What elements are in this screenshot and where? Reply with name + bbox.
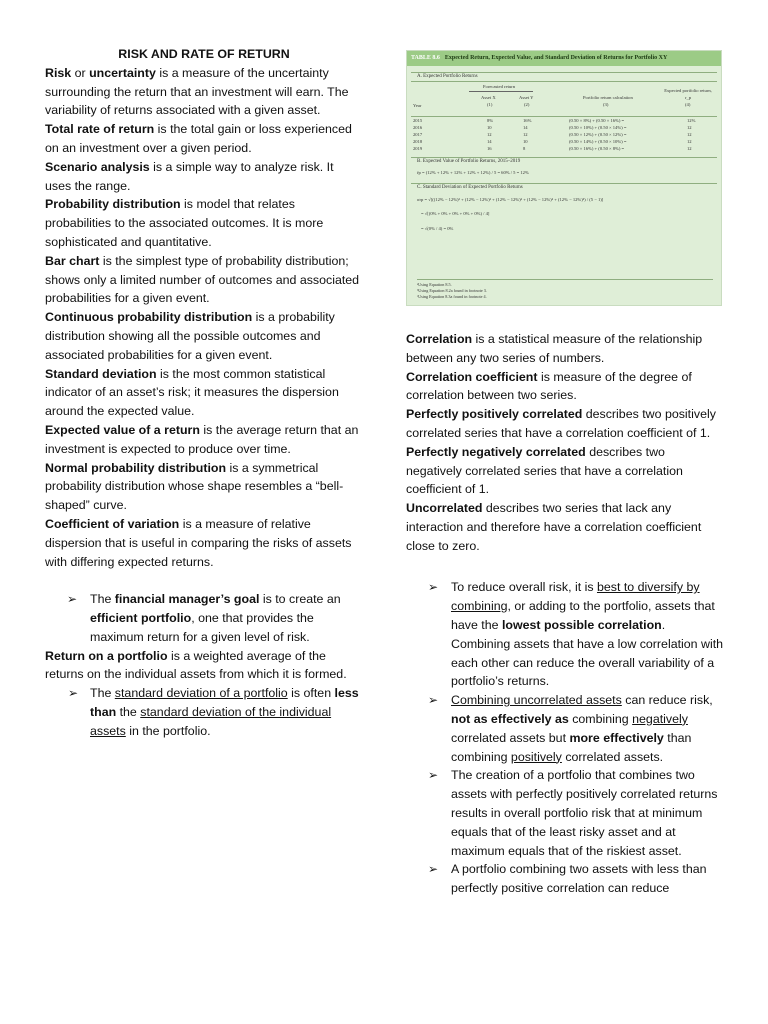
definition-return-on-portfolio: Return on a portfolio is a weighted average of the returns on the individual assets from which it is formed. xyxy=(45,648,347,682)
table-section-c: C. Standard Deviation of Expected Portfolio Returns xyxy=(411,183,717,192)
bullet-portfolio-std-dev: ➢ The standard deviation of a portfolio is often less than the standard deviation of the individual assets in the portfolio. xyxy=(68,686,359,738)
table-rows xyxy=(411,116,717,153)
definition-expected-value: Expected value of a return is the average return that an investment is expected to produce over time. xyxy=(45,422,359,456)
definition-uncorrelated: Uncorrelated describes two series that lack any interaction and therefore have a correlation coefficient close to zero. xyxy=(406,501,702,553)
arrow-bullet-icon: ➢ xyxy=(67,592,78,607)
definition-standard-deviation: Standard deviation is the most common statistical indicator of an asset’s risk; it measures the dispersion around the expected value. xyxy=(45,366,339,419)
table-section-b: B. Expected Value of Portfolio Returns, 2015–2019 xyxy=(411,157,717,166)
definition-probability-distribution: Probability distribution is model that relates probabilities to the associated outcomes. It is more sophisticated and quantitative. xyxy=(45,197,324,249)
bullet-financial-manager-goal: ➢ The financial manager’s goal is to create an efficient portfolio, one that provides the maximum return for a given level of risk. xyxy=(67,592,341,644)
definition-continuous-distribution: Continuous probability distribution is a probability distribution showing all the possible outcomes and associated probabilities for a given event. xyxy=(45,310,335,362)
table-footnotes: ᵃUsing Equation 8.5. ᵇUsing Equation 8.2a found in footnote 3. ᶜUsing Equation 8.3a found in footnote 4. xyxy=(417,279,713,300)
definition-perfectly-positive: Perfectly positively correlated describes two positively correlated series that have a correlation coefficient of 1. xyxy=(406,407,716,440)
table-label: TABLE 8.6 xyxy=(411,55,440,61)
table-equation-b: r̄p = (12% + 12% + 12% + 12% + 12%) / 5 = 60% / 5 = 12% xyxy=(417,170,529,175)
table-row: 2015 8% 16% (0.50 × 8%) + (0.50 × 16%) = 12% xyxy=(413,118,696,123)
table-section-a: A. Expected Portfolio Returns xyxy=(411,72,717,81)
definition-correlation-coefficient: Correlation coefficient is measure of the degree of correlation between two series. xyxy=(406,369,692,403)
arrow-bullet-icon: ➢ xyxy=(68,686,79,701)
definition-scenario-analysis: Scenario analysis is a simple way to analyze risk. It uses the range. xyxy=(45,159,334,193)
definition-bar-chart: Bar chart is the simplest type of probability distribution; shows only a limited number of outcomes and associated probabilities for a given event. xyxy=(45,253,360,306)
table-equation-c3: = √(0% / 4) = 0% xyxy=(421,225,454,231)
definition-correlation: Correlation is a statistical measure of the relationship between any two series of numbers. xyxy=(406,332,703,365)
page-title: RISK AND RATE OF RETURN xyxy=(118,47,290,61)
definition-perfectly-negative: Perfectly negatively correlated describes two negatively correlated series that have a correlation coefficient of 1. xyxy=(406,444,683,497)
table-8-6-image xyxy=(406,50,722,306)
definition-risk: Risk or uncertainty is a measure of the uncertainty surrounding the return that an investment will earn. The variability of returns associated with a given asset. xyxy=(45,65,349,118)
arrow-bullet-icon: ➢ xyxy=(428,693,439,708)
table-equation-c2: = √[(0% + 0% + 0% + 0% + 0%) / 4] xyxy=(421,211,490,217)
table-row: 2017 12 12 (0.50 × 12%) + (0.50 × 12%) = 12 xyxy=(413,132,692,137)
table-row: 2016 10 14 (0.50 × 10%) + (0.50 × 14%) = 12 xyxy=(413,125,692,130)
table-column-headers: Forecasted return Year Asset X (1) Asset Y (2) Portfolio return calculation (3) Expected portfolio return, r_p (4) xyxy=(411,81,717,116)
arrow-bullet-icon: ➢ xyxy=(428,768,439,783)
table-heading: Expected Return, Expected Value, and Standard Deviation of Returns for Portfolio XY xyxy=(444,55,668,61)
definition-total-rate-of-return: Total rate of return is the total gain or loss experienced on an investment over a given period. xyxy=(45,122,352,155)
bullet-diversify: ➢ To reduce overall risk, it is best to diversify by combining, or adding to the portfolio, assets that have the lowest possible correlation. Combining assets that have a low correlation with each other can reduce the overall variability of a portfolio’s returns. xyxy=(428,580,724,689)
table-row: 2018 14 10 (0.50 × 14%) + (0.50 × 10%) = 12 xyxy=(413,139,692,144)
definition-normal-distribution: Normal probability distribution is a symmetrical probability distribution whose shape resembles a “bell-shaped” curve. xyxy=(45,460,344,513)
arrow-bullet-icon: ➢ xyxy=(428,580,439,595)
bullet-less-than-perfect: ➢ A portfolio combining two assets with less than perfectly positive correlation can reduce xyxy=(428,862,707,896)
right-column xyxy=(406,330,724,898)
left-column xyxy=(45,45,363,740)
bullet-perfectly-positive-portfolio: ➢ The creation of a portfolio that combines two assets with perfectly positively correlated returns results in overall portfolio risk that at minimum equals that of the least risky asset and at maximum equals that of the riskiest asset. xyxy=(428,768,718,858)
table-header xyxy=(407,51,721,66)
table-equation-c1: σrp = √[((12% − 12%)² + (12% − 12%)² + (12% − 12%)² + (12% − 12%)² + (12% − 12%)²) / (5 − 1)] xyxy=(417,196,604,202)
bullet-uncorrelated-assets: ➢ Combining uncorrelated assets can reduce risk, not as effectively as combining negatively correlated assets but more effectively than combining positively correlated assets. xyxy=(428,693,713,764)
arrow-bullet-icon: ➢ xyxy=(428,862,439,877)
definition-coefficient-of-variation: Coefficient of variation is a measure of relative dispersion that is useful in comparing the risks of assets with differing expected returns. xyxy=(45,516,352,569)
table-row: 2019 16 8 (0.50 × 16%) + (0.50 × 8%) = 12 xyxy=(413,146,692,151)
